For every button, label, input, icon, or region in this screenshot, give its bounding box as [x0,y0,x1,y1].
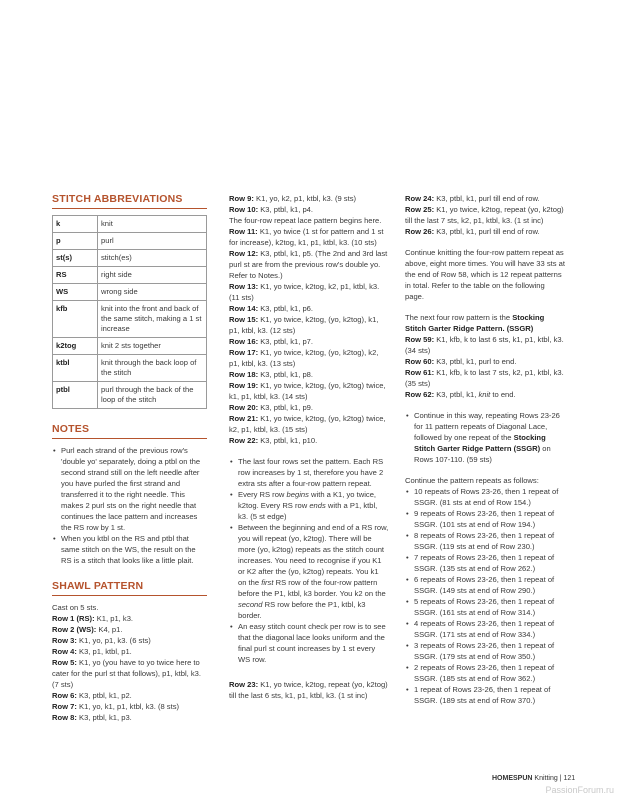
pattern-row [229,336,389,347]
row-label: Row 18: [229,370,259,379]
pattern-row [229,402,389,413]
list-item: • 3 repeats of Rows 23-26, then 1 repeat of SSGR. (179 sts at end of Row 350.) [405,640,565,662]
row-label: Row 6: [52,691,77,700]
pattern-rows [405,193,565,237]
pattern-row [52,690,207,701]
table-row [53,355,207,382]
heading-rule [52,208,207,209]
page-footer [492,775,575,782]
pattern-row [229,248,389,281]
table-row [53,216,207,233]
pattern-row [405,193,565,204]
row-label: Row 20: [229,403,259,412]
row-text: K1, kfb, k to last 7 sts, k2, p1, ktbl, k3. (35 sts) [405,368,564,388]
heading-rule [52,595,207,596]
row-label: Row 4: [52,647,77,656]
pattern-row [229,413,389,435]
pattern-row [229,226,389,248]
list-item: • 4 repeats of Rows 23-26, then 1 repeat of SSGR. (171 sts at end of Row 334.) [405,618,565,640]
pattern-row: Row 62: K3, ptbl, k1, knit to end. [405,390,516,399]
row-label: Row 12: [229,249,259,258]
list-item: • Continue in this way, repeating Rows 23-26 for 11 pattern repeats of Diagonal Lace, followed by one repeat of the Stocking Stitch Garter Ridge Pattern (SSGR) on Rows 107-110. (59 sts) [405,410,565,465]
row-label: Row 1 (RS): [52,614,95,623]
pattern-rows [229,193,389,215]
row-text: K3, p1, ktbl, p1. [76,647,132,656]
row-text: K3, ptbl, k1, purl till end of row. [434,194,540,203]
row-label: Row 26: [405,227,435,236]
page-number: 121 [563,775,576,782]
row-label: Row 59: [405,335,435,344]
list-item: • 7 repeats of Rows 23-26, then 1 repeat of SSGR. (135 sts at end of Row 262.) [405,552,565,574]
list-item: • Every RS row begins with a K1, yo twice, k2tog. Every RS row ends with a P1, ktbl, k3. (5 st edge) [229,489,389,522]
row-label: Row 16: [229,337,259,346]
abbreviation-cell: k2tog [53,338,98,355]
next-pattern-text: The next four row pattern is the Stocking Stitch Garter Ridge Pattern. (SSGR) [405,313,545,333]
meaning-cell: purl through the back of the loop of the stitch [98,382,207,409]
repeats-list [405,486,565,706]
list-item: • Between the beginning and end of a RS row, you will repeat (yo, k2tog). There will be more (yo, k2tog) repeats as the stitch count increases. You need to recognise if you K1 or K2 after the (yo, k2tog) repeats. You k1 on the first RS row of the four-row pattern before the P1, ktbl, k3 border. You k2 on the second RS row before the P1, ktbl, k3 border. [229,522,389,621]
watermark: PassionForum.ru [545,785,614,795]
table-row [53,338,207,355]
row-label: Row 17: [229,348,259,357]
row-text: K3, ptbl, k1, p8. [258,370,314,379]
row-text: K3, ptbl, k1, p9. [258,403,314,412]
pattern-notes-list [229,456,389,665]
pattern-row: Row 23: K1, yo twice, k2tog, repeat (yo, k2tog) till the last 6 sts, k1, p1, ktbl, k3. (1 st inc) [229,680,388,700]
row-text: K1, yo (you have to yo twice here to cater for the purl st that follows), p1, ktbl, k3. (7 sts) [52,658,201,689]
row-text: K3, ptbl, k1, p5. (The 2nd and 3rd last purl st are from the previous row's double yo. Refer to Notes.) [229,249,388,280]
row-text: K1, yo, k1, p1, ktbl, k3. (8 sts) [76,702,180,711]
row-label: Row 9: [229,194,254,203]
list-item: • When you ktbl on the RS and ptbl that same stitch on the WS, the result on the RS is a stitch that looks like a little plait. [52,533,207,566]
pattern-rows [405,334,565,389]
row-text: K3, ptbl, k1, p3. [76,713,132,722]
meaning-cell: stitch(es) [98,250,207,267]
row-label: Row 14: [229,304,259,313]
row-text: K4, p1. [96,625,123,634]
pattern-row [52,635,207,646]
pattern-rows [229,226,389,446]
abbreviations-table [52,215,207,409]
list-item: • An easy stitch count check per row is to see that the diagonal lace looks uniform and the final purl st count increases by 1 st every WS row. [229,621,389,665]
list-item: • Purl each strand of the previous row's 'double yo' separately, doing a ptbl on the second strand still on the left needle after you have purled the first strand and transferred it to the right needle. This makes 2 purl sts on the right needle that continues the lace pattern and increases the RS row by 1 st. [52,445,207,533]
pattern-row [229,314,389,336]
list-item: • 2 repeats of Rows 23-26, then 1 repeat of SSGR. (185 sts at end of Row 362.) [405,662,565,684]
meaning-cell: knit 2 sts together [98,338,207,355]
abbreviation-cell: ptbl [53,382,98,409]
pattern-row [52,712,207,723]
row-text: K1, yo, p1, k3. (6 sts) [76,636,151,645]
pattern-row [229,193,389,204]
pattern-row [52,613,207,624]
continue-text: Continue knitting the four-row pattern repeat as above, eight more times. You will have 33 sts at the end of Row 58, which is 12 repeat patterns in total. Refer to the table on the following page. [405,248,565,301]
row-label: Row 21: [229,414,259,423]
row-label: Row 60: [405,357,435,366]
row-label: Row 2 (WS): [52,625,97,634]
abbreviation-cell: st(s) [53,250,98,267]
row-label: Row 7: [52,702,77,711]
pattern-row [52,657,207,690]
abbreviation-cell: RS [53,267,98,284]
section-name: Knitting [534,775,558,782]
row-text: K3, ptbl, k1, p4. [258,205,314,214]
row-text: K1, yo twice (1 st for pattern and 1 st for increase), k2tog, k1, p1, ktbl, k3. (10 sts) [229,227,384,247]
cast-on-text: Cast on 5 sts. [52,603,99,612]
column-1 [52,193,207,723]
row-text: K1, yo twice, k2tog, (yo, k2tog), k1, p1, ktbl, k3. (12 sts) [229,315,379,335]
row-text: K3, ptbl, k1, p6. [258,304,314,313]
row-label: Row 5: [52,658,77,667]
pattern-row [405,204,565,226]
row-text: K3, ptbl, k1, p10. [258,436,318,445]
notes-heading: NOTES [52,423,90,435]
row-label: Row 8: [52,713,77,722]
table-row [53,267,207,284]
row-label: Row 13: [229,282,259,291]
row-label: Row 22: [229,436,259,445]
row-label: Row 15: [229,315,259,324]
column-2 [229,193,389,701]
list-item: • 6 repeats of Rows 23-26, then 1 repeat of SSGR. (149 sts at end of Row 290.) [405,574,565,596]
continue-list [405,410,565,465]
row-text: K3, ptbl, k1, p7. [258,337,314,346]
pattern-row [405,334,565,356]
pattern-row [405,226,565,237]
row-text: K1, yo twice, k2tog, (yo, k2tog), k2, p1, ktbl, k3. (13 sts) [229,348,379,368]
row-label: Row 19: [229,381,259,390]
row-label: Row 3: [52,636,77,645]
row-text: K3, ptbl, k1, purl till end of row. [434,227,540,236]
notes-list [52,445,207,566]
abbreviation-cell: WS [53,284,98,301]
row-text: K1, p1, k3. [94,614,134,623]
list-item: • 8 repeats of Rows 23-26, then 1 repeat of SSGR. (119 sts at end of Row 230.) [405,530,565,552]
meaning-cell: purl [98,233,207,250]
shawl-pattern-heading: SHAWL PATTERN [52,580,144,592]
table-row [53,284,207,301]
pattern-row [229,369,389,380]
meaning-cell: wrong side [98,284,207,301]
row-text: K1, yo twice, k2tog, (yo, k2tog) twice, k1, p1, ktbl, k3. (14 sts) [229,381,386,401]
abbreviation-cell: k [53,216,98,233]
row-text: K1, yo twice, k2tog, repeat (yo, k2tog) till the last 7 sts, k2, p1, ktbl, k3. (1 st inc) [405,205,564,225]
pattern-row [405,356,565,367]
row-label: Row 25: [405,205,435,214]
pattern-row [229,281,389,303]
row-text: K3, ptbl, k1, purl to end. [434,357,517,366]
row-text: K1, yo twice, k2tog, k2, p1, ktbl, k3. (11 sts) [229,282,380,302]
shawl-rows [52,613,207,723]
pattern-row [229,435,389,446]
pattern-row [405,367,565,389]
table-row [53,250,207,267]
heading-rule [52,438,207,439]
row-text: K1, yo twice, k2tog, (yo, k2tog) twice, k2, p1, ktbl, k3. (15 sts) [229,414,386,434]
row-label: Row 11: [229,227,258,236]
list-item: • 9 repeats of Rows 23-26, then 1 repeat of SSGR. (101 sts at end of Row 194.) [405,508,565,530]
row-text: K1, yo, k2, p1, ktbl, k3. (9 sts) [253,194,357,203]
row-text: K3, ptbl, k1, p2. [76,691,132,700]
pattern-row [52,624,207,635]
table-row [53,301,207,338]
repeat-intro: The four-row repeat lace pattern begins here. [229,216,382,225]
row-label: Row 61: [405,368,435,377]
abbreviation-cell: ktbl [53,355,98,382]
table-row [53,382,207,409]
list-item: • 10 repeats of Rows 23-26, then 1 repeat of SSGR. (81 sts at end of Row 154.) [405,486,565,508]
pattern-row [229,204,389,215]
list-item: • 5 repeats of Rows 23-26, then 1 repeat of SSGR. (161 sts at end of Row 314.) [405,596,565,618]
list-item: • 1 repeat of Rows 23-26, then 1 repeat of SSGR. (189 sts at end of Row 370.) [405,684,565,706]
row-text: K1, kfb, k to last 6 sts, k1, p1, ktbl, k3. (34 sts) [405,335,564,355]
abbreviation-cell: p [53,233,98,250]
meaning-cell: right side [98,267,207,284]
pattern-row [52,701,207,712]
table-row [53,233,207,250]
list-item: • The last four rows set the pattern. Each RS row increases by 1 st, therefore you have 2 extra sts after a four-row pattern repeat. [229,456,389,489]
row-label: Row 24: [405,194,435,203]
repeats-intro: Continue the pattern repeats as follows: [405,476,539,485]
meaning-cell: knit into the front and back of the same stitch, making a 1 st increase [98,301,207,338]
meaning-cell: knit through the back loop of the stitch [98,355,207,382]
stitch-abbreviations-heading: STITCH ABBREVIATIONS [52,193,183,205]
meaning-cell: knit [98,216,207,233]
footer-separator: | [559,775,562,782]
publication-name: HOMESPUN [492,775,533,782]
pattern-row [229,347,389,369]
pattern-row [229,380,389,402]
column-3 [405,193,565,706]
abbreviation-cell: kfb [53,301,98,338]
pattern-row [229,303,389,314]
pattern-row [52,646,207,657]
row-label: Row 10: [229,205,259,214]
